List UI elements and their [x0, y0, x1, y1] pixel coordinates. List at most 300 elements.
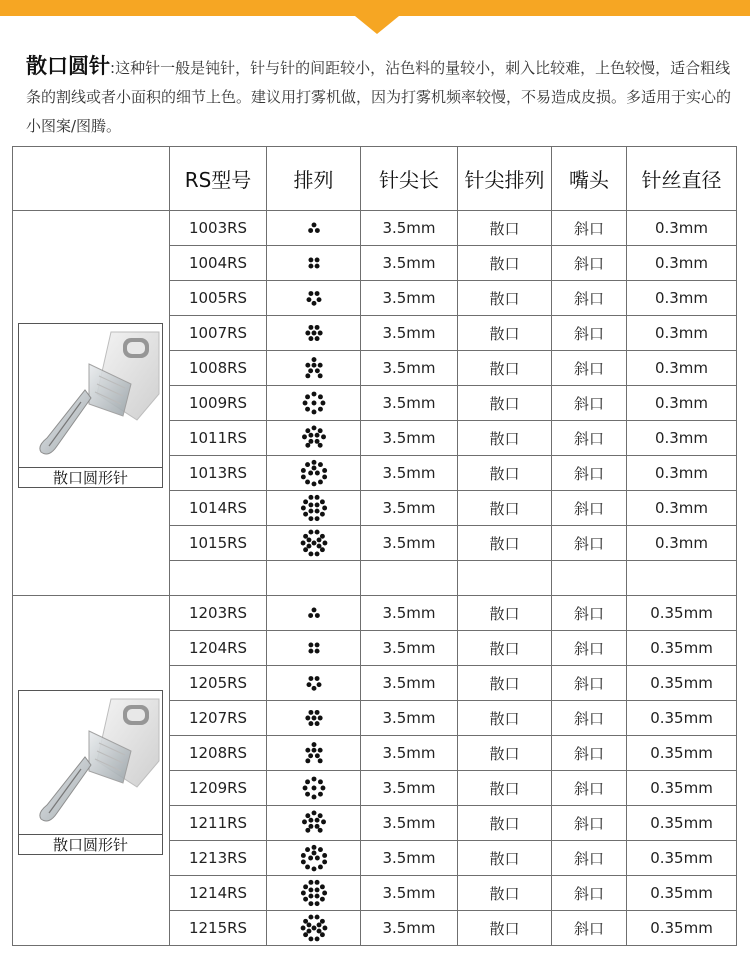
diameter-cell: 0.3mm	[627, 351, 737, 386]
needle-dot	[314, 676, 319, 681]
column-header: 针尖长	[361, 147, 458, 211]
needle-dot	[314, 887, 319, 892]
needle-dot	[308, 551, 313, 556]
column-header: 针丝直径	[627, 147, 737, 211]
header-blank	[13, 147, 170, 211]
length-cell: 3.5mm	[361, 526, 458, 561]
intro-title: 散口圆针	[26, 54, 110, 78]
tip-cell: 散口	[458, 736, 552, 771]
needle-dot	[306, 537, 311, 542]
mouth-cell: 斜口	[552, 771, 627, 806]
empty-cell	[552, 561, 627, 596]
needle-dot	[305, 716, 310, 721]
tip-cell: 散口	[458, 631, 552, 666]
column-header: 排列	[267, 147, 361, 211]
diameter-cell: 0.35mm	[627, 631, 737, 666]
needle-dot	[306, 922, 311, 927]
needle-dot	[322, 891, 327, 896]
arrangement-cell	[267, 841, 361, 876]
needle-arrangement-icon	[300, 914, 328, 942]
needle-dot	[311, 331, 316, 336]
needle-dot	[308, 439, 313, 444]
arrangement-cell	[267, 246, 361, 281]
needle-arrangement-icon	[300, 704, 328, 732]
needle-dot	[322, 853, 327, 858]
needle-dot	[305, 428, 310, 433]
needle-dot	[321, 819, 326, 824]
model-cell: 1208RS	[170, 736, 267, 771]
needle-dot	[308, 509, 313, 514]
diameter-cell: 0.35mm	[627, 701, 737, 736]
intro-paragraph	[26, 52, 731, 141]
needle-dot	[314, 642, 319, 647]
tip-cell: 散口	[458, 771, 552, 806]
tip-cell: 散口	[458, 526, 552, 561]
arrangement-cell	[267, 631, 361, 666]
tip-cell: 散口	[458, 491, 552, 526]
column-header: 嘴头	[552, 147, 627, 211]
needle-dot	[308, 936, 313, 941]
needle-dot	[305, 373, 310, 378]
needle-dot	[311, 926, 316, 931]
model-cell: 1207RS	[170, 701, 267, 736]
needle-dot	[317, 407, 322, 412]
length-cell: 3.5mm	[361, 351, 458, 386]
needle-dot	[314, 471, 319, 476]
needle-dot	[311, 748, 316, 753]
needle-dot	[311, 392, 316, 397]
needle-dot	[314, 915, 319, 920]
tip-cell: 散口	[458, 211, 552, 246]
length-cell: 3.5mm	[361, 841, 458, 876]
needle-dot	[314, 710, 319, 715]
needle-dot	[305, 462, 310, 467]
mouth-cell: 斜口	[552, 876, 627, 911]
needle-dot	[308, 433, 313, 438]
needle-arrangement-icon	[300, 214, 328, 242]
needle-dot	[308, 710, 313, 715]
needle-arrangement-icon	[300, 249, 328, 277]
needle-dot	[308, 516, 313, 521]
needle-arrangement-icon	[300, 844, 328, 872]
tip-cell: 散口	[458, 421, 552, 456]
needle-dot	[319, 512, 324, 517]
needle-dot	[308, 753, 313, 758]
needle-dot	[314, 721, 319, 726]
model-cell: 1007RS	[170, 316, 267, 351]
needle-dot	[314, 257, 319, 262]
needle-dot	[305, 813, 310, 818]
needle-dot	[308, 887, 313, 892]
needle-dot	[319, 534, 324, 539]
arrangement-cell	[267, 736, 361, 771]
needle-dot	[316, 537, 321, 542]
needle-dot	[314, 495, 319, 500]
needle-dot	[306, 297, 311, 302]
needle-dot	[308, 291, 313, 296]
tip-cell: 散口	[458, 841, 552, 876]
needle-dot	[305, 394, 310, 399]
needle-arrangement-icon	[300, 774, 328, 802]
needle-dot	[317, 373, 322, 378]
needle-dot	[314, 509, 319, 514]
needle-dot	[308, 894, 313, 899]
needle-dot	[314, 502, 319, 507]
needle-dot	[303, 512, 308, 517]
model-cell: 1013RS	[170, 456, 267, 491]
diameter-cell: 0.35mm	[627, 736, 737, 771]
model-cell: 1205RS	[170, 666, 267, 701]
diameter-cell: 0.35mm	[627, 806, 737, 841]
mouth-cell: 斜口	[552, 806, 627, 841]
arrangement-cell	[267, 386, 361, 421]
arrangement-cell	[267, 281, 361, 316]
needle-dot	[308, 530, 313, 535]
needle-dot	[314, 880, 319, 885]
product-caption: 散口圆形针	[19, 834, 162, 854]
length-cell: 3.5mm	[361, 666, 458, 701]
diameter-cell: 0.3mm	[627, 491, 737, 526]
needle-dot	[303, 534, 308, 539]
needle-dot	[317, 363, 322, 368]
needle-arrangement-icon	[300, 354, 328, 382]
needle-dot	[311, 466, 316, 471]
needle-dot	[317, 331, 322, 336]
length-cell: 3.5mm	[361, 281, 458, 316]
needle-dot	[300, 853, 305, 858]
needle-dot	[300, 474, 305, 479]
needle-dot	[320, 786, 325, 791]
product-caption: 散口圆形针	[19, 467, 162, 487]
needle-arrangement-icon	[300, 284, 328, 312]
needle-dot	[308, 502, 313, 507]
tip-cell: 散口	[458, 701, 552, 736]
needle-arrangement-icon	[300, 739, 328, 767]
needle-arrangement-icon	[300, 809, 328, 837]
spec-table	[12, 146, 737, 946]
model-cell: 1009RS	[170, 386, 267, 421]
needle-dot	[308, 336, 313, 341]
needle-dot	[322, 468, 327, 473]
needle-dot	[311, 401, 316, 406]
needle-arrangement-icon	[300, 669, 328, 697]
needle-dot	[311, 810, 316, 815]
mouth-cell: 斜口	[552, 736, 627, 771]
tip-cell: 散口	[458, 456, 552, 491]
needle-dot	[302, 819, 307, 824]
needle-dot	[300, 926, 305, 931]
length-cell: 3.5mm	[361, 631, 458, 666]
needle-dot	[317, 428, 322, 433]
needle-dot	[308, 901, 313, 906]
mouth-cell: 斜口	[552, 246, 627, 281]
needle-dot	[311, 607, 316, 612]
length-cell: 3.5mm	[361, 701, 458, 736]
needle-dot	[317, 748, 322, 753]
arrangement-cell	[267, 771, 361, 806]
needle-dot	[300, 541, 305, 546]
needle-arrangement-icon	[300, 879, 328, 907]
needle-dot	[303, 499, 308, 504]
needle-dot	[317, 779, 322, 784]
needle-dot	[305, 407, 310, 412]
needle-dot	[305, 480, 310, 485]
needle-arrangement-icon	[300, 459, 328, 487]
needle-dot	[308, 649, 313, 654]
needle-dot	[300, 859, 305, 864]
needle-dot	[316, 297, 321, 302]
needle-dot	[308, 721, 313, 726]
length-cell: 3.5mm	[361, 596, 458, 631]
diameter-cell: 0.3mm	[627, 386, 737, 421]
length-cell: 3.5mm	[361, 386, 458, 421]
needle-dot	[322, 506, 327, 511]
needle-dot	[311, 866, 316, 871]
needle-dot	[311, 410, 316, 415]
model-cell: 1213RS	[170, 841, 267, 876]
needle-dot	[319, 884, 324, 889]
tip-cell: 散口	[458, 246, 552, 281]
diameter-cell: 0.35mm	[627, 841, 737, 876]
empty-cell	[627, 561, 737, 596]
needle-dot	[317, 828, 322, 833]
length-cell: 3.5mm	[361, 491, 458, 526]
needle-dot	[300, 468, 305, 473]
needle-dot	[317, 847, 322, 852]
needle-dot	[319, 897, 324, 902]
needle-dot	[314, 433, 319, 438]
needle-dot	[319, 932, 324, 937]
needle-arrangement-icon	[300, 319, 328, 347]
needle-dot	[303, 932, 308, 937]
needle-dot	[314, 613, 319, 618]
needle-dot	[314, 228, 319, 233]
tip-cell: 散口	[458, 806, 552, 841]
needle-dot	[311, 786, 316, 791]
needle-dot	[302, 786, 307, 791]
needle-dot	[311, 363, 316, 368]
mouth-cell: 斜口	[552, 911, 627, 946]
mouth-cell: 斜口	[552, 351, 627, 386]
length-cell: 3.5mm	[361, 316, 458, 351]
arrangement-cell	[267, 666, 361, 701]
mouth-cell: 斜口	[552, 491, 627, 526]
needle-arrangement-icon	[300, 389, 328, 417]
tip-cell: 散口	[458, 351, 552, 386]
mouth-cell: 斜口	[552, 596, 627, 631]
needle-dot	[314, 325, 319, 330]
needle-dot	[314, 818, 319, 823]
arrangement-cell	[267, 456, 361, 491]
model-cell: 1209RS	[170, 771, 267, 806]
mouth-cell: 斜口	[552, 666, 627, 701]
length-cell: 3.5mm	[361, 806, 458, 841]
needle-dot	[314, 649, 319, 654]
tip-cell: 散口	[458, 386, 552, 421]
needle-dot	[316, 929, 321, 934]
needle-dot	[317, 792, 322, 797]
needle-dot	[308, 818, 313, 823]
arrangement-cell	[267, 211, 361, 246]
needle-dot	[316, 922, 321, 927]
needle-arrangement-icon	[300, 424, 328, 452]
table-row	[13, 596, 737, 631]
model-cell: 1004RS	[170, 246, 267, 281]
diameter-cell: 0.35mm	[627, 596, 737, 631]
needle-dot	[317, 480, 322, 485]
needle-dot	[314, 530, 319, 535]
needle-dot	[305, 758, 310, 763]
needle-dot	[300, 891, 305, 896]
arrangement-cell	[267, 421, 361, 456]
needle-dot	[306, 929, 311, 934]
length-cell: 3.5mm	[361, 456, 458, 491]
needle-dot	[322, 474, 327, 479]
mouth-cell: 斜口	[552, 701, 627, 736]
needle-dot	[302, 434, 307, 439]
needle-dot	[311, 357, 316, 362]
needle-dot	[317, 394, 322, 399]
mouth-cell: 斜口	[552, 386, 627, 421]
diameter-cell: 0.3mm	[627, 211, 737, 246]
needle-arrangement-icon	[300, 599, 328, 627]
needle-dot	[314, 336, 319, 341]
needle-dot	[308, 856, 313, 861]
mouth-cell: 斜口	[552, 456, 627, 491]
arrangement-cell	[267, 701, 361, 736]
table-row	[13, 211, 737, 246]
length-cell: 3.5mm	[361, 911, 458, 946]
mouth-cell: 斜口	[552, 421, 627, 456]
empty-cell	[170, 561, 267, 596]
needle-dot	[308, 228, 313, 233]
needle-dot	[302, 401, 307, 406]
needle-dot	[306, 544, 311, 549]
needle-dot	[319, 547, 324, 552]
needle-dot	[308, 325, 313, 330]
needle-dot	[322, 859, 327, 864]
tip-cell: 散口	[458, 316, 552, 351]
needle-dot	[303, 919, 308, 924]
needle-dot	[311, 222, 316, 227]
needle-dot	[308, 264, 313, 269]
needle-dot	[314, 291, 319, 296]
needle-dot	[322, 541, 327, 546]
needle-dot	[308, 257, 313, 262]
mouth-cell: 斜口	[552, 526, 627, 561]
length-cell: 3.5mm	[361, 246, 458, 281]
needle-dot	[316, 544, 321, 549]
tip-cell: 散口	[458, 596, 552, 631]
needle-dot	[314, 856, 319, 861]
empty-cell	[458, 561, 552, 596]
diameter-cell: 0.3mm	[627, 421, 737, 456]
diameter-cell: 0.3mm	[627, 456, 737, 491]
needle-dot	[305, 331, 310, 336]
length-cell: 3.5mm	[361, 771, 458, 806]
model-cell: 1008RS	[170, 351, 267, 386]
needle-arrangement-icon	[300, 634, 328, 662]
needle-dot	[314, 936, 319, 941]
mouth-cell: 斜口	[552, 211, 627, 246]
mouth-cell: 斜口	[552, 631, 627, 666]
needle-dot	[314, 901, 319, 906]
needle-dot	[314, 264, 319, 269]
needle-dot	[308, 824, 313, 829]
needle-dot	[305, 847, 310, 852]
needle-dot	[311, 686, 316, 691]
diameter-cell: 0.3mm	[627, 281, 737, 316]
needle-dot	[303, 897, 308, 902]
needle-dot	[300, 506, 305, 511]
arrangement-cell	[267, 316, 361, 351]
diameter-cell: 0.35mm	[627, 666, 737, 701]
arrangement-cell	[267, 806, 361, 841]
empty-cell	[361, 561, 458, 596]
needle-cartridge-image	[19, 324, 162, 467]
needle-dot	[322, 926, 327, 931]
model-cell: 1015RS	[170, 526, 267, 561]
header-row	[13, 147, 737, 211]
needle-dot	[308, 676, 313, 681]
intro-colon: :	[110, 59, 116, 77]
needle-dot	[317, 462, 322, 467]
needle-dot	[311, 541, 316, 546]
needle-dot	[317, 758, 322, 763]
needle-dot	[311, 742, 316, 747]
tip-cell: 散口	[458, 876, 552, 911]
mouth-cell: 斜口	[552, 281, 627, 316]
tip-cell: 散口	[458, 281, 552, 316]
needle-dot	[305, 865, 310, 870]
needle-dot	[319, 499, 324, 504]
model-cell: 1014RS	[170, 491, 267, 526]
needle-dot	[314, 753, 319, 758]
product-image-cell	[13, 596, 170, 946]
product-card	[18, 323, 163, 488]
diameter-cell: 0.35mm	[627, 771, 737, 806]
top-accent-notch	[355, 16, 399, 34]
needle-dot	[314, 516, 319, 521]
needle-dot	[317, 443, 322, 448]
arrangement-cell	[267, 911, 361, 946]
intro-text: 这种针一般是钝针，针与针的间距较小，沾色料的量较小，刺入比较难，上色较慢，适合粗线条的割线或者小面积的细节上色。建议用打雾机做，因为打雾机频率较慢，不易造成皮损。多适用于实心的小图案/图腾。	[26, 59, 732, 135]
arrangement-cell	[267, 526, 361, 561]
needle-dot	[308, 495, 313, 500]
product-card	[18, 690, 163, 855]
diameter-cell: 0.3mm	[627, 526, 737, 561]
length-cell: 3.5mm	[361, 211, 458, 246]
arrangement-cell	[267, 876, 361, 911]
needle-dot	[314, 368, 319, 373]
diameter-cell: 0.35mm	[627, 876, 737, 911]
diameter-cell: 0.35mm	[627, 911, 737, 946]
needle-dot	[305, 443, 310, 448]
arrangement-cell	[267, 596, 361, 631]
mouth-cell: 斜口	[552, 841, 627, 876]
arrangement-cell	[267, 351, 361, 386]
model-cell: 1011RS	[170, 421, 267, 456]
mouth-cell: 斜口	[552, 316, 627, 351]
needle-arrangement-icon	[300, 529, 328, 557]
needle-dot	[321, 434, 326, 439]
needle-dot	[308, 613, 313, 618]
model-cell: 1211RS	[170, 806, 267, 841]
needle-dot	[316, 682, 321, 687]
needle-dot	[303, 547, 308, 552]
needle-dot	[311, 460, 316, 465]
needle-dot	[311, 716, 316, 721]
